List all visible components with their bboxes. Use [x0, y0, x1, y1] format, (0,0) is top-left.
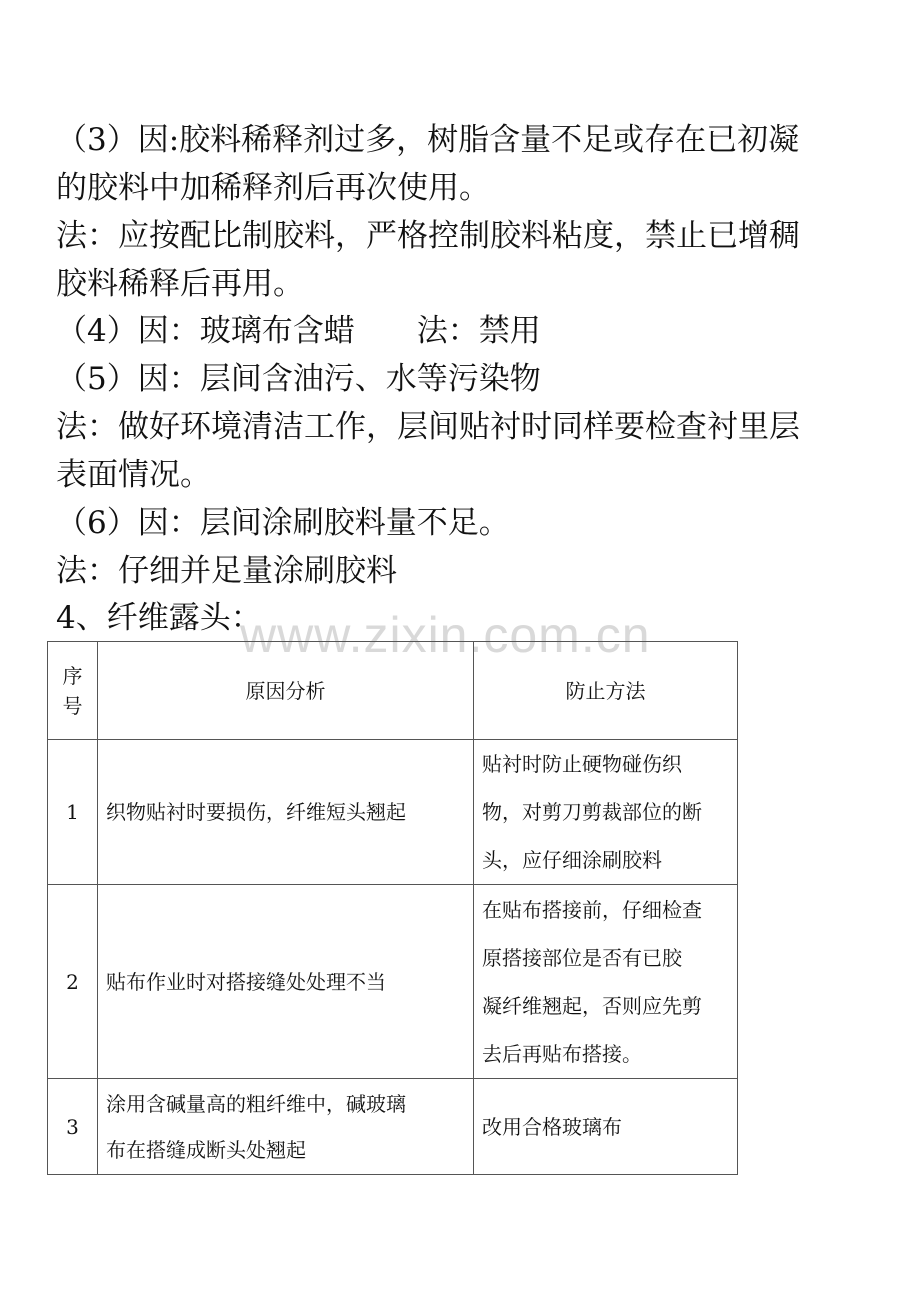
paragraph-9: （6）因：层间涂刷胶料量不足。 [56, 505, 510, 541]
row-cause: 贴布作业时对搭接缝处处理不当 [98, 885, 474, 1079]
paragraph-5: （4）因：玻璃布含蜡 法：禁用 [56, 313, 541, 349]
table-header-row [48, 642, 738, 740]
method-line: 在贴布搭接前，仔细检查 [482, 897, 702, 922]
table-row [48, 1079, 738, 1175]
table-row [48, 740, 738, 885]
row-method: 改用合格玻璃布 [474, 1079, 738, 1175]
row-number: 2 [48, 885, 98, 1079]
paragraph-7: 法：做好环境清洁工作，层间贴衬时同样要检查衬里层 [56, 409, 800, 445]
row-cause [98, 1079, 474, 1175]
paragraph-3: 法：应按配比制胶料，严格控制胶料粘度，禁止已增稠 [56, 218, 800, 254]
header-seq [48, 642, 98, 740]
paragraph-1: （3）因:胶料稀释剂过多，树脂含量不足或存在已初凝 [56, 122, 800, 158]
paragraph-2: 的胶料中加稀释剂后再次使用。 [56, 170, 490, 206]
cause-line: 布在搭缝成断头处翘起 [106, 1137, 306, 1162]
method-line: 贴衬时防止硬物碰伤织 [482, 752, 682, 776]
method-line: 去后再贴布搭接。 [482, 1041, 642, 1066]
watermark: www.zixin.com.cn [240, 607, 651, 663]
cause-line: 涂用含碱量高的粗纤维中，碱玻璃 [106, 1091, 406, 1116]
row-method [474, 740, 738, 885]
row-method [474, 885, 738, 1079]
method-line: 原搭接部位是否有已胶 [482, 945, 682, 970]
section-heading: 4、纤维露头： [56, 600, 262, 636]
paragraph-4: 胶料稀释后再用。 [56, 266, 304, 302]
method-line: 物，对剪刀剪裁部位的断 [482, 800, 702, 824]
row-number: 1 [48, 740, 98, 885]
method-line: 头，应仔细涂刷胶料 [482, 848, 662, 872]
cause-table [47, 641, 738, 1175]
row-number: 3 [48, 1079, 98, 1175]
method-line: 凝纤维翘起，否则应先剪 [482, 993, 702, 1018]
table-row [48, 885, 738, 1079]
paragraph-10: 法：仔细并足量涂刷胶料 [56, 553, 397, 589]
paragraph-6: （5）因：层间含油污、水等污染物 [56, 361, 541, 397]
row-cause: 织物贴衬时要损伤，纤维短头翘起 [98, 740, 474, 885]
header-cause: 原因分析 [98, 642, 474, 740]
paragraph-8: 表面情况。 [56, 457, 211, 493]
header-method: 防止方法 [474, 642, 738, 740]
header-seq-label: 序号 [62, 663, 83, 718]
